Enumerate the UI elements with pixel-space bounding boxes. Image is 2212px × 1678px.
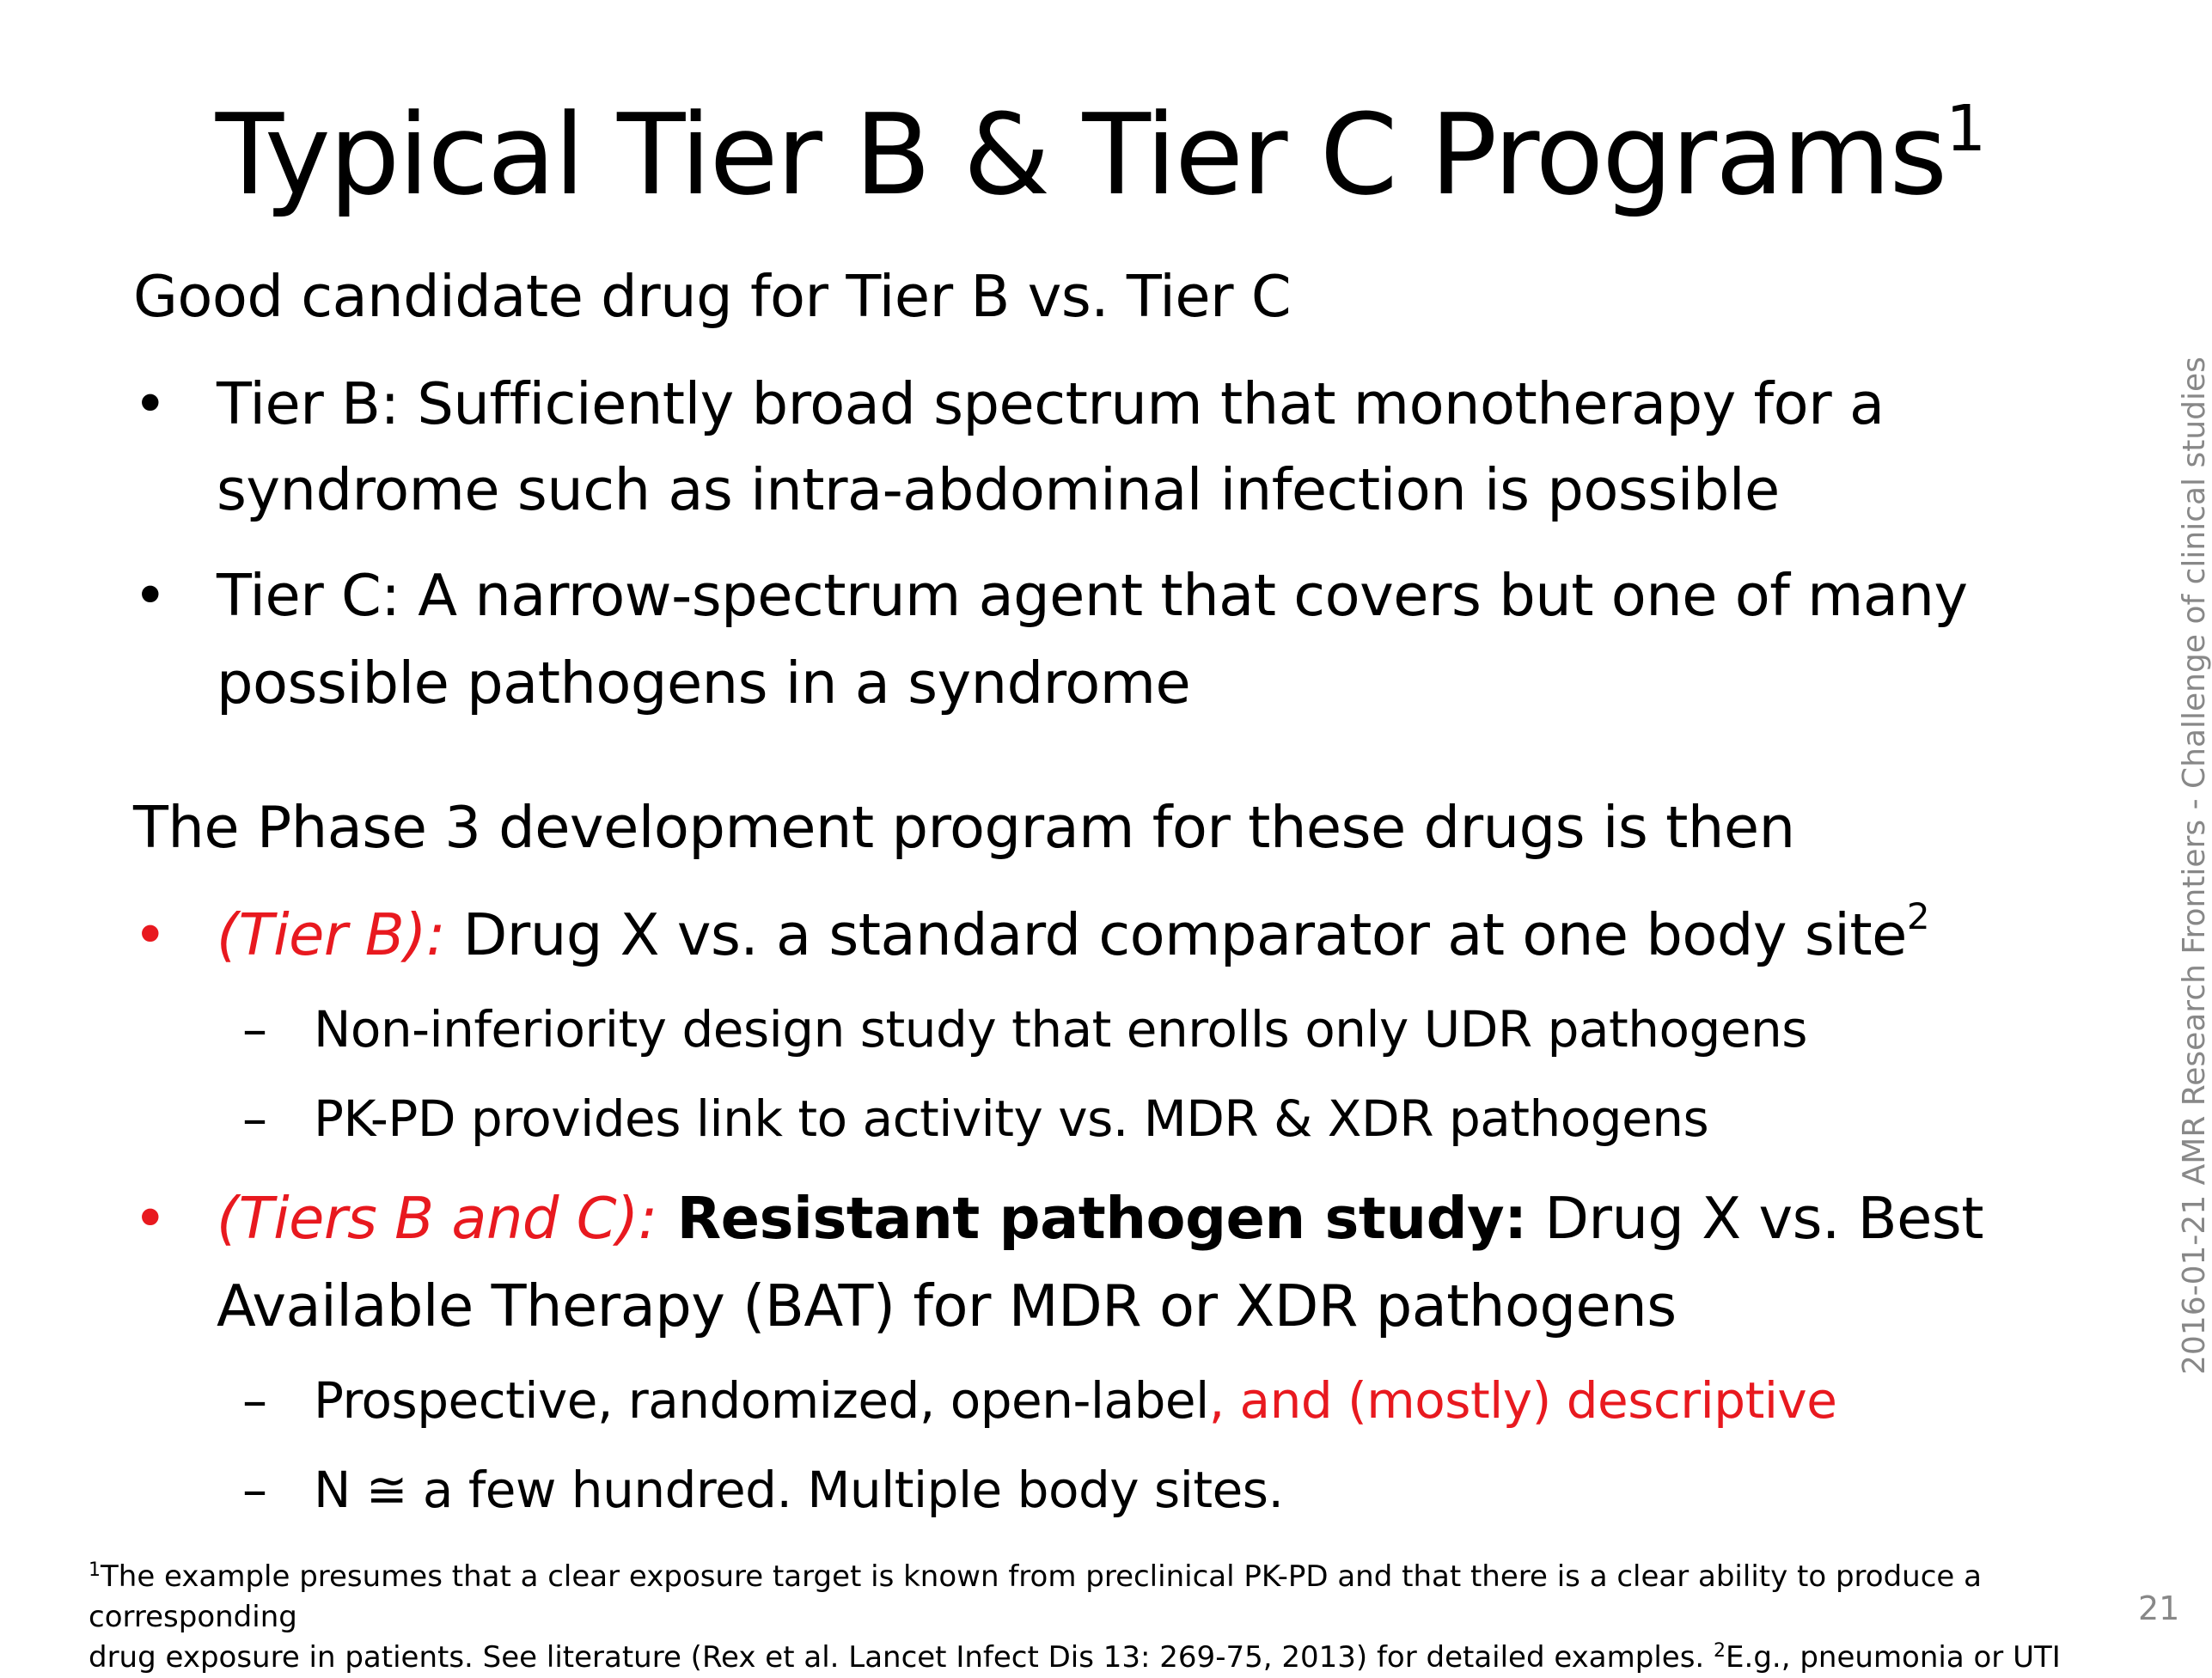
item-tier-b-prefix: (Tier B): [217, 901, 445, 968]
dash-marker: – [242, 1089, 267, 1148]
slide-title [0, 82, 2200, 228]
item-tiers-b-c-bold: Resistant pathogen study: [657, 1185, 1527, 1252]
item-tiers-b-c-text: Drug X vs. Best [1526, 1185, 1983, 1252]
side-label: 2016-01-21 AMR Research Frontiers - Challenge of clinical studies [2177, 357, 2212, 1375]
bullet-tier-b-line2: syndrome such as intra-abdominal infection is possible [217, 456, 1780, 523]
dash-marker: – [242, 1000, 267, 1059]
footnote-line2-end: E.g., pneumonia or UTI [1726, 1640, 2061, 1675]
footnote-mark-2: 2 [1714, 1640, 1726, 1662]
section2-heading: The Phase 3 development program for these drugs is then [133, 794, 1795, 861]
footnote-line1-text: The example presumes that a clear exposure target is known from preclinical PK-PD and that there is a clear ability to produce a corresponding [89, 1559, 1982, 1634]
bullet-tier-b-line1: Tier B: Sufficiently broad spectrum that monotherapy for a [217, 370, 1885, 437]
bullet-tier-c-line2: possible pathogens in a syndrome [217, 650, 1191, 717]
sub-prospective-text: Prospective, randomized, open-label [314, 1371, 1209, 1430]
bullet-tier-c-line1: Tier C: A narrow-spectrum agent that covers but one of many [217, 562, 1968, 629]
dash-marker: – [242, 1461, 267, 1519]
dash-marker: – [242, 1371, 267, 1430]
bullet-marker: • [133, 562, 168, 629]
item-tier-b-footnote-mark: 2 [1906, 895, 1930, 937]
bullet-marker: • [133, 370, 168, 437]
footnote-line2-text: drug exposure in patients. See literature (Rex et al. Lancet Infect Dis 13: 269-75, 2013) for detailed examples. [89, 1640, 1714, 1675]
sub-pk-pd: PK-PD provides link to activity vs. MDR & XDR pathogens [314, 1089, 1709, 1148]
page-number: 21 [2138, 1590, 2180, 1627]
slide-title-text: Typical Tier B & Tier C Programs [215, 89, 1946, 220]
item-tier-b-text: Drug X vs. a standard comparator at one body site [444, 901, 1907, 968]
bullet-marker-red: • [133, 1185, 168, 1252]
item-tiers-b-c [217, 1180, 1983, 1257]
title-footnote-mark: 1 [1946, 92, 1985, 166]
footnote-line2 [89, 1638, 2134, 1678]
bullet-marker-red: • [133, 901, 168, 968]
item-tiers-b-c-prefix: (Tiers B and C): [217, 1185, 657, 1252]
footnote-line1 [89, 1557, 2134, 1638]
sub-prospective-red: , and (mostly) descriptive [1208, 1371, 1837, 1430]
sub-prospective [314, 1366, 1836, 1435]
item-tiers-b-c-line2: Available Therapy (BAT) for MDR or XDR pathogens [217, 1272, 1677, 1339]
item-tier-b [217, 896, 1929, 973]
footnote-mark-1: 1 [89, 1559, 101, 1581]
footnote [89, 1557, 2134, 1678]
section1-heading: Good candidate drug for Tier B vs. Tier C [133, 263, 1292, 330]
sub-sample-size: N ≅ a few hundred. Multiple body sites. [314, 1461, 1284, 1519]
sub-non-inferiority: Non-inferiority design study that enrolls only UDR pathogens [314, 1000, 1807, 1059]
